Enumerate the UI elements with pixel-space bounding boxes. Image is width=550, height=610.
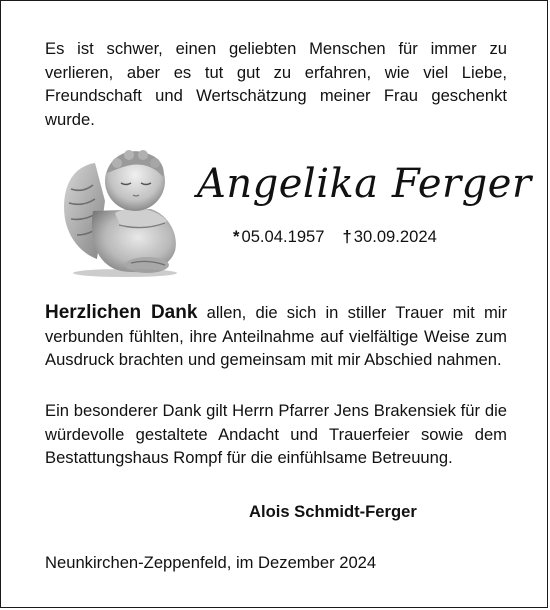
birth-date: 05.04.1957	[241, 227, 325, 246]
special-thanks-paragraph: Ein besonderer Dank gilt Herrn Pfarrer Jens Brakensiek für die würdevolle gestaltete Andacht und Trauerfeier sowie dem Bestattungshaus Rompf für die einfühlsame Betreuung.	[45, 401, 507, 467]
signature: Alois Schmidt-Ferger	[249, 502, 417, 521]
deceased-name: Angelika Ferger	[197, 161, 532, 207]
thanks-lead: Herzlichen Dank	[45, 302, 198, 323]
thanks-paragraph	[45, 301, 507, 372]
sleeping-angel-icon	[59, 141, 181, 277]
death-cross-icon: †	[342, 227, 352, 246]
intro-text: Es ist schwer, einen geliebten Menschen für immer zu verlieren, aber es tut gut zu erfahren, wie viel Liebe, Freundschaft und Wertschätzung meiner Frau geschenkt wurde.	[45, 39, 507, 129]
life-dates	[233, 226, 437, 248]
birth-star-icon: *	[233, 227, 240, 246]
thanks-text: allen, die sich in stiller Trauer mit mir verbunden fühlten, ihre Anteilnahme auf vielfältige Weise zum Ausdruck brachten und gemeinsam mit mir Abschied nahmen.	[45, 303, 507, 369]
place-date: Neunkirchen-Zeppenfeld, im Dezember 2024	[45, 553, 377, 572]
death-date: 30.09.2024	[353, 227, 437, 246]
